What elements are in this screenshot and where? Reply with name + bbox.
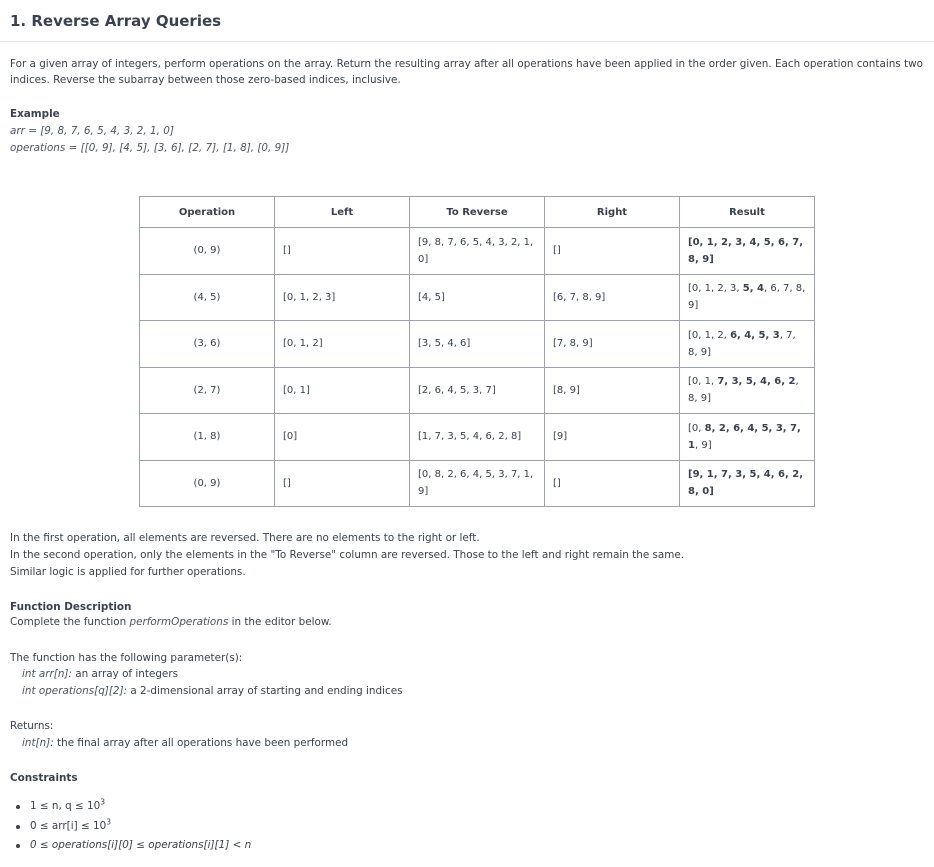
table-row [140, 228, 815, 275]
cell-to-reverse: [9, 8, 7, 6, 5, 4, 3, 2, 1, 0] [410, 228, 545, 275]
col-header-right: Right [545, 197, 680, 228]
cell-left: [] [275, 460, 410, 507]
cell-left: [0, 1, 2] [275, 321, 410, 368]
parameter-description: a 2-dimensional array of starting and ending indices [127, 685, 403, 697]
constraint-item [10, 836, 251, 856]
cell-operation: (0, 9) [140, 460, 275, 507]
cell-right: [] [545, 460, 680, 507]
result-prefix: [0, [688, 422, 705, 434]
function-name: performOperations [129, 616, 229, 628]
col-header-operation: Operation [140, 197, 275, 228]
cell-result [680, 274, 815, 321]
operations-table [139, 196, 815, 507]
returns-label: Returns: [10, 720, 54, 732]
parameter-signature: int operations[q][2]: [22, 685, 128, 697]
result-reversed-segment: 8, 2, 6, 4, 5, 3, 7, 1 [688, 422, 801, 451]
cell-left: [] [275, 228, 410, 275]
cell-right: [9] [545, 414, 680, 461]
constraint-text: 0 ≤ arr[i] ≤ 10 [30, 819, 107, 832]
cell-right: [8, 9] [545, 367, 680, 414]
result-reversed-segment: 7, 3, 5, 4, 6, 2 [717, 376, 796, 388]
table-row [140, 414, 815, 461]
returns-item [22, 735, 348, 752]
returns-description: the final array after all operations have been performed [53, 737, 349, 749]
parameter-description: an array of integers [71, 668, 179, 680]
table-row [140, 321, 815, 368]
result-prefix: [0, 1, [688, 376, 718, 388]
explanation-line: In the second operation, only the elements in the "To Reverse" column are reversed. Those to the left and right remain the same. [10, 549, 685, 561]
cell-right: [7, 8, 9] [545, 321, 680, 368]
result-reversed-segment: 6, 4, 5, 3 [730, 329, 780, 341]
cell-result [680, 414, 815, 461]
cell-left: [0] [275, 414, 410, 461]
result-prefix: [0, 1, 2, 3, [688, 283, 743, 295]
example-heading: Example [10, 108, 60, 120]
parameters-intro: The function has the following parameter(s): [10, 652, 243, 664]
cell-result [680, 321, 815, 368]
col-header-result: Result [680, 197, 815, 228]
constraints-heading: Constraints [10, 772, 78, 784]
cell-operation: (3, 6) [140, 321, 275, 368]
function-description-prefix: Complete the function [10, 616, 130, 628]
constraint-exponent: 3 [100, 797, 106, 807]
title-divider [0, 41, 934, 42]
table-row [140, 274, 815, 321]
cell-operation: (2, 7) [140, 367, 275, 414]
example-operations: operations = [[0, 9], [4, 5], [3, 6], [2, 7], [1, 8], [0, 9]] [10, 142, 290, 154]
cell-to-reverse: [1, 7, 3, 5, 4, 6, 2, 8] [410, 414, 545, 461]
cell-to-reverse: [2, 6, 4, 5, 3, 7] [410, 367, 545, 414]
example-arr: arr = [9, 8, 7, 6, 5, 4, 3, 2, 1, 0] [10, 125, 174, 137]
table-row [140, 367, 815, 414]
result-suffix: , 9] [694, 439, 712, 451]
problem-title: 1. Reverse Array Queries [10, 12, 222, 30]
col-header-left: Left [275, 197, 410, 228]
result-suffix: , 8, 9] [688, 376, 799, 405]
problem-intro: For a given array of integers, perform operations on the array. Return the resulting array after all operations have been applied in the order given. Each operation contains two indices. Reverse the subarray between those zero-based indices, inclusive. [10, 58, 923, 86]
cell-operation: (0, 9) [140, 228, 275, 275]
result-suffix: , 7, 8, 9] [688, 329, 796, 358]
constraint-text: 1 ≤ n, q ≤ 10 [30, 800, 101, 812]
col-header-to-reverse: To Reverse [410, 197, 545, 228]
explanation-line: Similar logic is applied for further operations. [10, 566, 246, 578]
result-suffix: , 6, 7, 8, 9] [688, 283, 806, 312]
parameter-signature: int arr[n]: [22, 668, 72, 680]
function-description-heading: Function Description [10, 601, 132, 613]
cell-to-reverse: [4, 5] [410, 274, 545, 321]
function-description-text [10, 614, 332, 631]
cell-left: [0, 1, 2, 3] [275, 274, 410, 321]
constraint-exponent: 3 [106, 817, 111, 827]
cell-left: [0, 1] [275, 367, 410, 414]
constraint-item [10, 817, 251, 837]
constraints-list [10, 797, 251, 856]
result-reversed-segment: 5, 4 [742, 283, 764, 295]
parameter-item [22, 666, 178, 683]
cell-right: [] [545, 228, 680, 275]
cell-to-reverse: [0, 8, 2, 6, 4, 5, 3, 7, 1, 9] [410, 460, 545, 507]
cell-result: [0, 1, 2, 3, 4, 5, 6, 7, 8, 9] [680, 228, 815, 275]
result-prefix: [0, 1, 2, [688, 329, 731, 341]
cell-to-reverse: [3, 5, 4, 6] [410, 321, 545, 368]
parameter-item [22, 683, 403, 700]
cell-operation: (4, 5) [140, 274, 275, 321]
explanation-line: In the first operation, all elements are reversed. There are no elements to the right or left. [10, 532, 480, 544]
function-description-suffix: in the editor below. [228, 616, 332, 628]
returns-signature: int[n]: [22, 737, 54, 749]
table-row [140, 460, 815, 507]
cell-operation: (1, 8) [140, 414, 275, 461]
constraint-text: 0 ≤ operations[i][0] ≤ operations[i][1] < n [30, 839, 252, 851]
constraint-item [10, 797, 251, 817]
cell-result [680, 367, 815, 414]
cell-right: [6, 7, 8, 9] [545, 274, 680, 321]
table-header-row [140, 197, 815, 228]
cell-result: [9, 1, 7, 3, 5, 4, 6, 2, 8, 0] [680, 460, 815, 507]
